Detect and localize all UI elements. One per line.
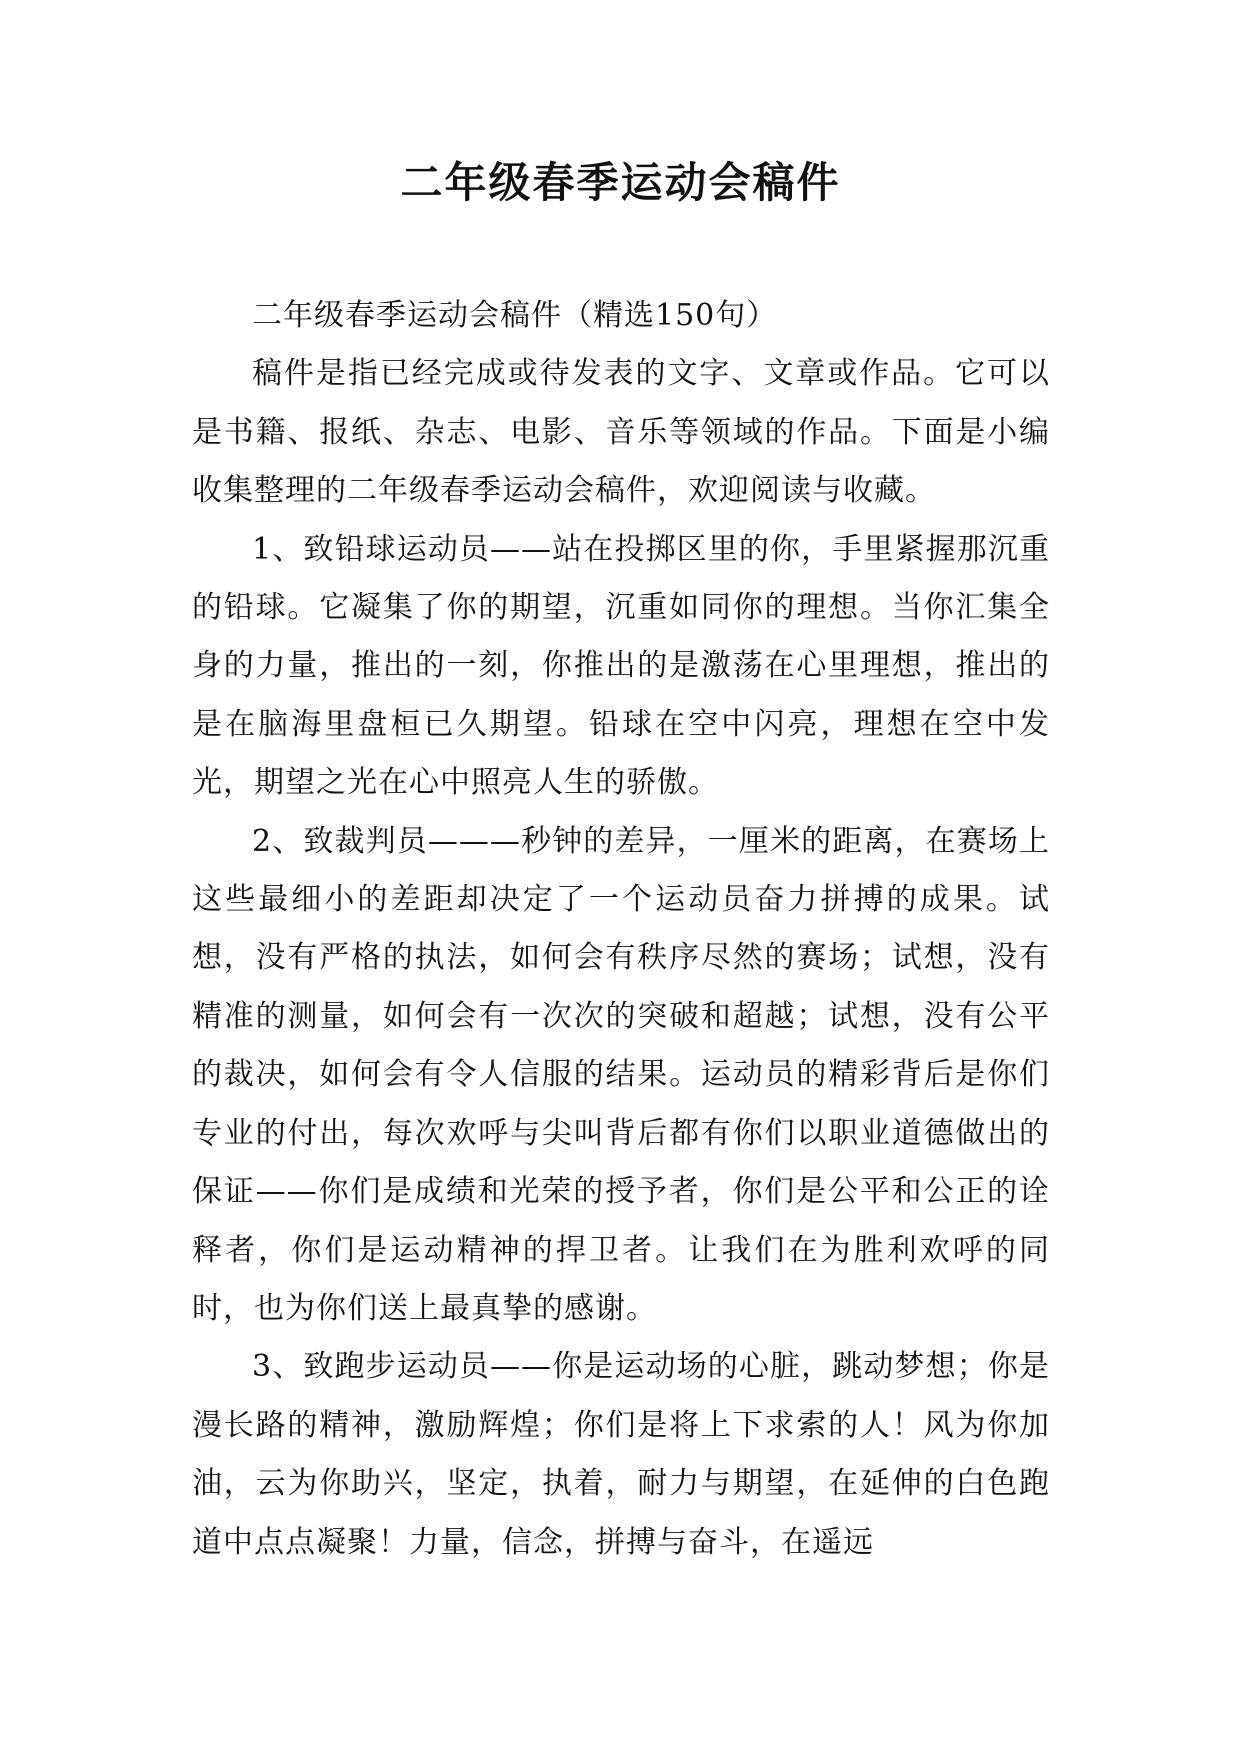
- paragraph-runner: 3、致跑步运动员——你是运动场的心脏，跳动梦想；你是漫长路的精神，激励辉煌；你们是将上下求索的人！风为你加油，云为你助兴，坚定，执着，耐力与期望，在延伸的白色跑道中点点凝聚！力量，信念，拼搏与奋斗，在遥远: [192, 1349, 1050, 1560]
- subtitle-paragraph: 二年级春季运动会稿件（精选150句）: [252, 298, 778, 333]
- document-title: 二年级春季运动会稿件: [400, 158, 841, 207]
- document-body: [192, 287, 1050, 1572]
- paragraph-referee: 2、致裁判员———秒钟的差异，一厘米的距离，在赛场上这些最细小的差距却决定了一个运动员奋力拼搏的成果。试想，没有严格的执法，如何会有秩序尽然的赛场；试想，没有精准的测量，如何会有一次次的突破和超越；试想，没有公平的裁决，如何会有令人信服的结果。运动员的精彩背后是你们专业的付出，每次欢呼与尖叫背后都有你们以职业道德做出的保证——你们是成绩和光荣的授予者，你们是公平和公正的诠释者，你们是运动精神的捍卫者。让我们在为胜利欢呼的同时，也为你们送上最真挚的感谢。: [192, 823, 1050, 1326]
- intro-paragraph: 稿件是指已经完成或待发表的文字、文章或作品。它可以是书籍、报纸、杂志、电影、音乐等领域的作品。下面是小编收集整理的二年级春季运动会稿件，欢迎阅读与收藏。: [192, 356, 1050, 509]
- paragraph-shot-put: 1、致铅球运动员——站在投掷区里的你，手里紧握那沉重的铅球。它凝集了你的期望，沉重如同你的理想。当你汇集全身的力量，推出的一刻，你推出的是激荡在心里理想，推出的是在脑海里盘桓已久期望。铅球在空中闪亮，理想在空中发光，期望之光在心中照亮人生的骄傲。: [192, 531, 1050, 801]
